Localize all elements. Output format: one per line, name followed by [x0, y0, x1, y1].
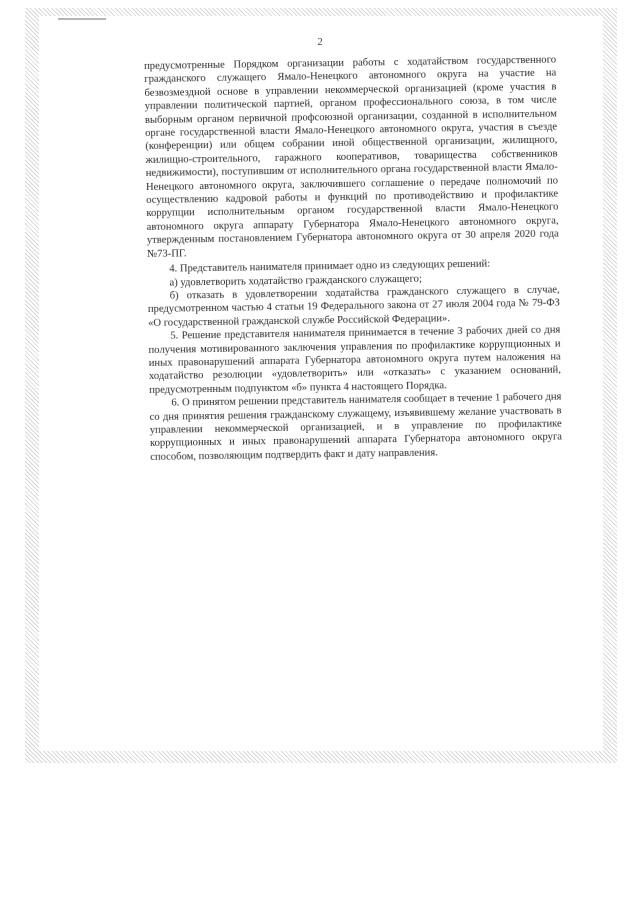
paragraph-item-6: 6. О принятом решении представитель нанимателя сообщает в течение 1 рабочего дня со дня принятия решения гражданскому служащему, изъявившему желание участвовать в управлении некоммерческой организацией, и в управление по профилактике коррупционных и иных правонарушений аппарата Губернатора автономного округа способом, позволяющим подтвердить факт и дату направления.: [149, 391, 563, 463]
document-body: [144, 54, 562, 465]
scan-corner-mark: [58, 18, 106, 20]
page-number: 2: [317, 36, 323, 48]
paragraph-item-4b: б) отказать в удовлетворении ходатайства гражданского служащего в случае, предусмотренном частью 4 статьи 19 Федерального закона от 27 июля 2004 года № 79-ФЗ «О государственной гражданской службе Российской Федерации».: [147, 284, 560, 329]
paragraph-item-5: 5. Решение представителя нанимателя принимается в течение 3 рабочих дней со дня получения мотивированного заключения управления по профилактике коррупционных и иных правонарушений аппарата Губернатора автономного округа путем наложения на ходатайство резолюции «удовлетворить» или «отказать» с указанием оснований, предусмотренным подпунктом «б» пункта 4 настоящего Порядка.: [148, 324, 562, 396]
paragraph-item-4: 4. Представитель нанимателя принимает одно из следующих решений:: [169, 258, 491, 275]
paragraph-item-4a: а) удовлетворить ходатайство гражданского служащего;: [169, 273, 422, 289]
paragraph-continuation: предусмотренные Порядком организации работы с ходатайством государственного гражданского служащего Ямало-Ненецкого автономного округа на участие на безвозмездной основе в управлении некоммерческой организацией (кроме участия в управлении политической партией, органом профессионального союза, в том числе выборным органом первичной профсоюзной организации, созданной в исполнительном органе государственной власти Ямало-Ненецкого автономного округа, участия в съезде (конференции) или общем собрании иной общественной организации, жилищного, жилищно-строительного, гаражного кооперативов, товарищества собственников недвижимости), поступившим от исполнительного органа государственной власти Ямало-Ненецкого автономного округа, заключившего соглашение о передаче полномочий по осуществлению кадровой работы и функций по противодействию и профилактике коррупции исполнительным органом государственной власти Ямало-Ненецкого автономного округа аппарату Губернатора Ямало-Ненецкого автономного округа, утвержденным постановлением Губернатора автономного округа от 30 апреля 2020 года №73-ПГ.: [144, 54, 559, 260]
